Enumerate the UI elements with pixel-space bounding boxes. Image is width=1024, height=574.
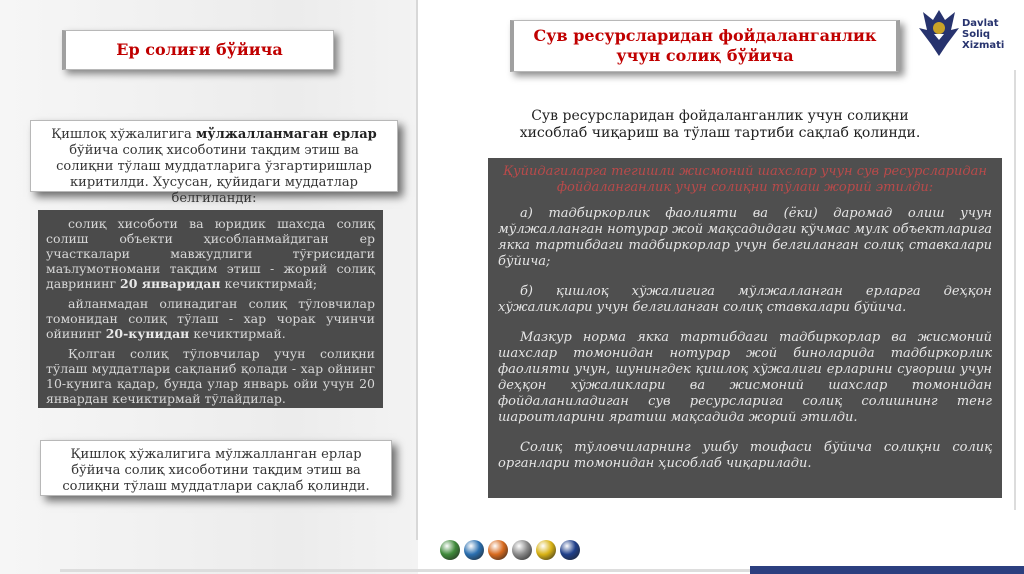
land-intro-bold: мўлжалланмаган ерлар <box>195 127 377 142</box>
deadline-text: Қолган солиқ тўловчилар учун солиқни тўлаш муддатлари сақланиб қолади - хар ойнинг 10-кунига қадар, бунда улар январь ойи учун 20 январдан кечиктирмай тўлайдилар. <box>46 346 375 406</box>
logo-line1: Davlat <box>962 18 999 29</box>
land-tax-deadlines <box>38 210 383 408</box>
tax-service-logo <box>917 4 1017 66</box>
land-intro-part1: Қишлоқ хўжалигига <box>51 127 196 142</box>
deadline-bold: 20 январидан <box>120 276 221 291</box>
deadline-item <box>46 216 375 291</box>
deadline-text: айланмадан олинадиган солиқ тўловчилар томонидан солиқ тўлаш - хар чорак учинчи ойининг <box>46 296 375 341</box>
water-paragraph: Мазкур норма якка тартибдаги тадбиркорлар ва жисмоний шахслар томонидан нотурар жой биноларида тадбиркорлик фаолияти учун, шунингдек қишлоқ хўжалиги ерларини суғориш учун деҳқон хўжаликлари ва жисмоний шахслар томонидан фойдаланиладиган сув ресурсларига солиқ солишнинг тенг шароитларини яратиш мақсадида жорий этилди. <box>498 330 992 425</box>
bottom-note-text: Қишлоқ хўжалигига мўлжалланган ерлар бўйича солиқ хисоботини тақдим этиш ва солиқни тўлаш муддатлари сақлаб қолинди. <box>62 447 370 494</box>
logo-line2: Soliq <box>962 29 991 40</box>
left-section-title <box>62 30 334 70</box>
decorative-ball <box>560 540 580 560</box>
deadline-tail: кечиктирмай. <box>189 326 286 341</box>
decorative-ball <box>536 540 556 560</box>
decorative-ball <box>464 540 484 560</box>
logo-line3: Xizmati <box>962 40 1005 51</box>
water-highlight: Қуйидагиларга тегишли жисмоний шахслар учун сув ресурсларидан фойдаланганлик учун солиқни тўлаш жорий этилди: <box>503 164 987 195</box>
water-paragraph: а) тадбиркорлик фаолияти ва (ёки) даромад олиш учун мўлжалланган нотурар жой мақсадидаги кўчмас мулк объектларига якка тартибдаги тадбиркорлар учун белгиланган солиқ ставкалари бўйича; <box>498 206 992 269</box>
vertical-divider <box>416 0 418 540</box>
deadline-text: солиқ хисоботи ва юридик шахсда солиқ солиш объекти ҳисобланмайдиган ер участкалари мавжудлиги тўғрисидаги маълумотномани тақдим этиш - жорий солиқ даврининг <box>46 216 375 291</box>
decorative-ball <box>512 540 532 560</box>
land-intro-part2: бўйича солиқ хисоботини тақдим этиш ва солиқни тўлаш муддатларига ўзгартиришлар киритилди. Хусусан, қуйидаги муддатлар белгиланди: <box>56 143 372 206</box>
left-title-text: Ер солиғи бўйича <box>116 40 283 59</box>
right-section-title <box>510 20 900 72</box>
right-title-line2: учун солиқ бўйича <box>616 46 794 65</box>
land-tax-intro <box>30 120 398 206</box>
right-title-text <box>534 26 877 66</box>
water-tax-intro <box>500 108 940 142</box>
water-paragraph: Солиқ тўловчиларнинг ушбу тоифаси бўйича солиқни солиқ органлари томонидан ҳисоблаб чиқарилади. <box>498 440 992 471</box>
land-tax-bottom-note <box>40 440 392 496</box>
water-tax-details <box>488 158 1002 498</box>
decorative-ball <box>440 540 460 560</box>
deadline-item <box>46 346 375 406</box>
eagle-emblem-icon <box>917 4 961 60</box>
deadline-tail: кечиктирмай; <box>220 276 318 291</box>
deadline-item <box>46 296 375 341</box>
decorative-balls <box>440 540 580 562</box>
right-edge-rule <box>1014 70 1016 510</box>
water-intro-text: Сув ресурсларидан фойдаланганлик учун солиқни хисоблаб чиқариш ва тўлаш тартиби сақлаб қолинди. <box>519 108 921 141</box>
deadline-bold: 20-кунидан <box>105 326 190 341</box>
bottom-accent-bar <box>750 566 1024 574</box>
decorative-ball <box>488 540 508 560</box>
water-paragraph: б) қишлоқ хўжалигига мўлжалланган ерларга деҳқон хўжаликлари учун белгиланган солиқ ставкалари бўйича. <box>498 284 992 315</box>
right-title-line1: Сув ресурсларидан фойдаланганлик <box>533 26 877 45</box>
logo-text <box>962 18 1004 51</box>
